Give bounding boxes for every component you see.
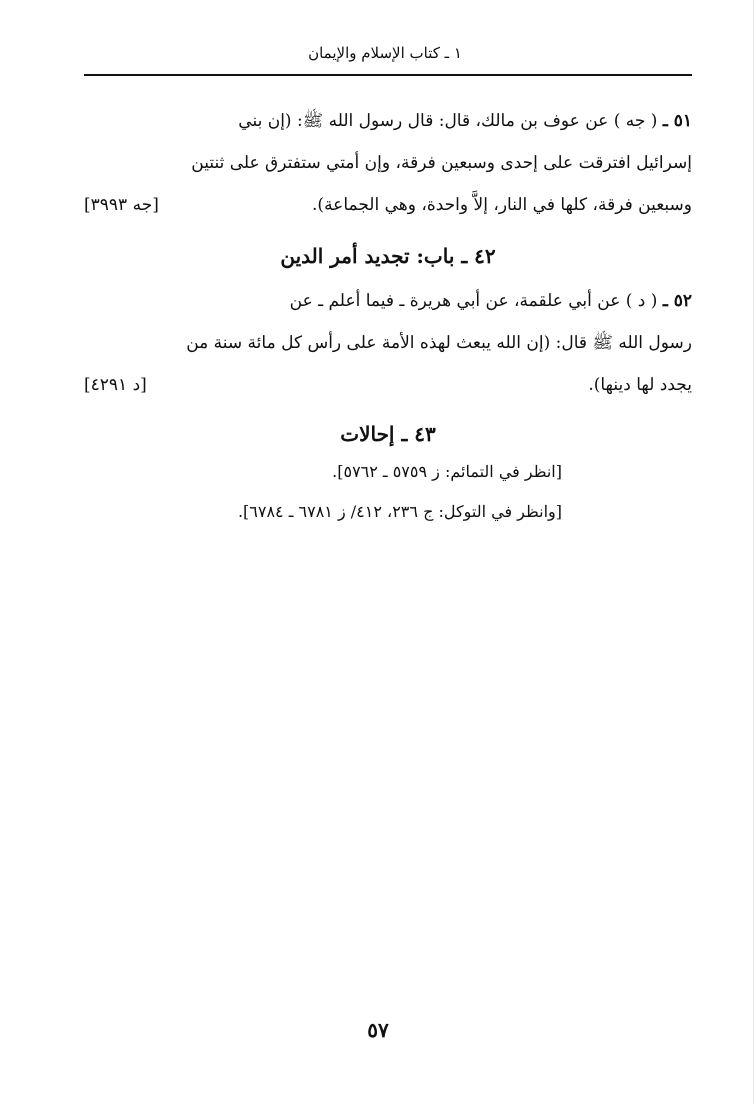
page-edge [753,0,754,1104]
hadith-52-line-1 [84,280,692,322]
referral-line-2: [وانظر في التوكل: ج ٢٣٦، ٤١٢/ ز ٦٧٨١ ـ ٦٧٨٤]. [237,502,562,521]
hadith-52-number: ٥٢ ـ [662,291,692,311]
chapter-43-heading: ٤٣ ـ إحالات [340,422,436,446]
hadith-51-line-2: إسرائيل افترقت على إحدى وسبعين فرقة، وإن أمتي ستفترق على ثنتين [191,153,692,173]
hadith-51-line-3-text: وسبعين فرقة، كلها في النار، إلاَّ واحدة، وهي الجماعة). [312,195,692,215]
hadith-52 [84,280,692,406]
chapter-42-heading: ٤٢ ـ باب: تجديد أمر الدين [280,244,496,268]
hadith-52-line-3 [84,364,692,406]
hadith-52-reference: [د ٤٢٩١] [84,375,147,395]
hadith-51-line-1-text: ( جه ) عن عوف بن مالك، قال: قال رسول الله ﷺ: (إن بني [238,111,658,131]
hadith-52-line-3-text: يجدد لها دينها). [588,375,692,395]
hadith-52-line-2: رسول الله ﷺ قال: (إن الله يبعث لهذه الأمة على رأس كل مائة سنة من [186,333,692,353]
hadith-51-line-3 [84,184,692,226]
hadith-51-reference: [جه ٣٩٩٣] [84,195,159,215]
hadith-51-line-1 [84,100,692,142]
header-rule [84,74,692,76]
hadith-51 [84,100,692,226]
referral-line-1: [انظر في التمائم: ز ٥٧٥٩ ـ ٥٧٦٢]. [332,462,562,481]
hadith-51-number: ٥١ ـ [662,111,692,131]
hadith-52-line-1-text: ( د ) عن أبي علقمة، عن أبي هريرة ـ فيما أعلم ـ عن [289,291,658,311]
page-number: ٥٧ [367,1018,389,1042]
running-head: ١ ـ كتاب الإسلام والإيمان [308,44,462,62]
